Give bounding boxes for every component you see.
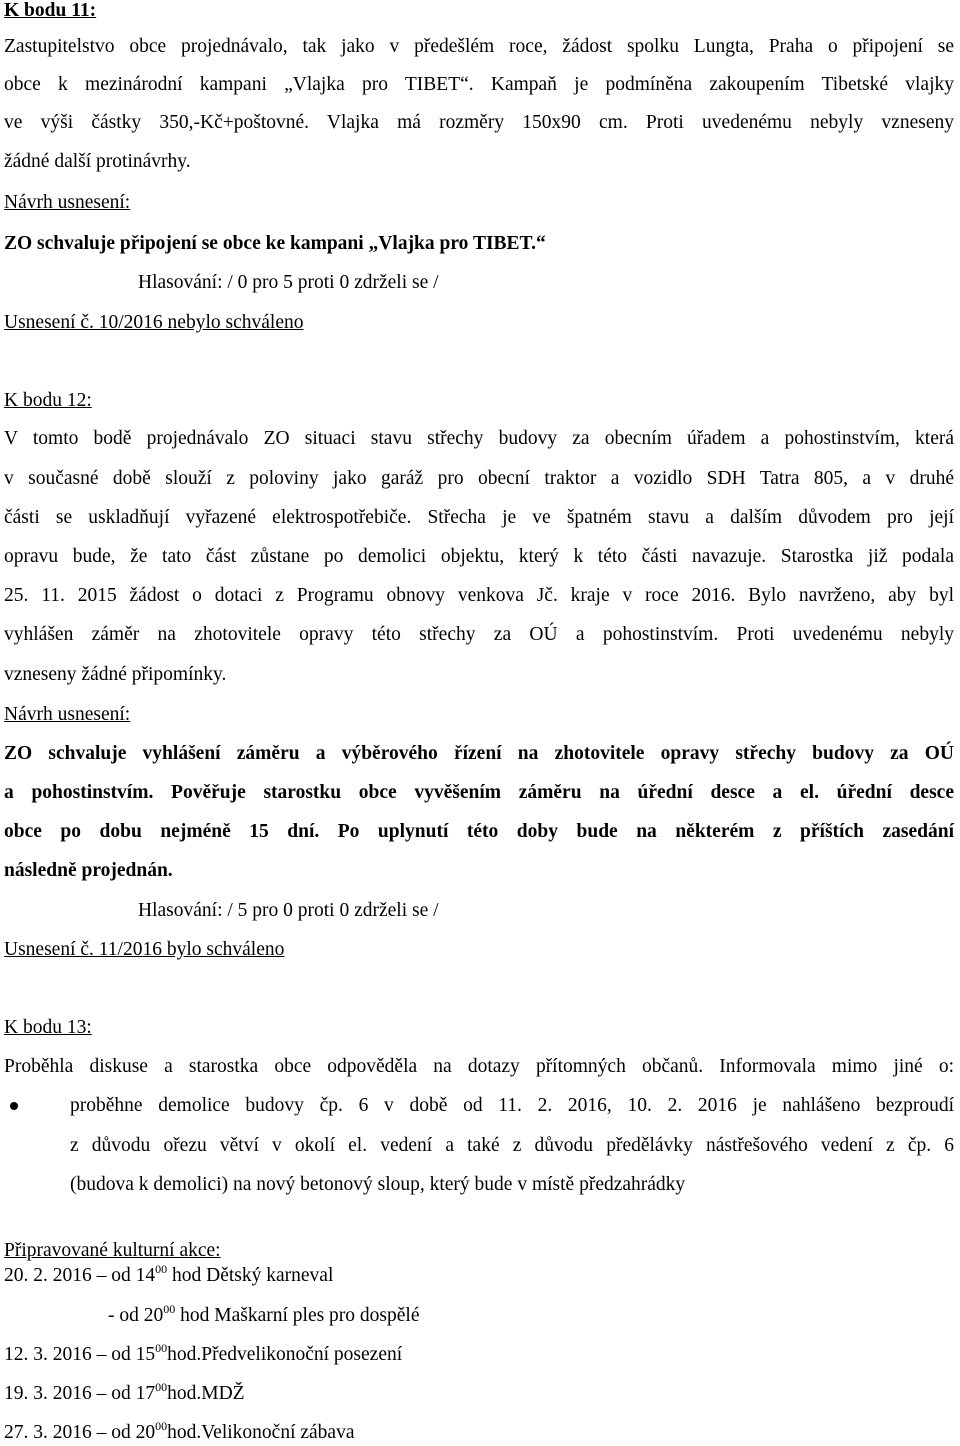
paragraph-line: Proběhla diskuse a starostka obce odpověděla na dotazy přítomných občanů. Informovala mimo jiné o: (4, 1056, 954, 1077)
event-title: hod.Velikonoční zábava (167, 1422, 355, 1443)
bullet-item-line: (budova k demolici) na nový betonový sloup, který bude v místě předzahrádky (70, 1174, 686, 1195)
event-line (4, 1263, 954, 1289)
paragraph-line: obce k mezinárodní kampani „Vlajka pro TIBET“. Kampaň je podmíněna zakoupením Tibetské vlajky (4, 74, 954, 95)
event-date-time: 12. 3. 2016 – od 15 (4, 1344, 156, 1365)
resolution-proposal-text: ZO schvaluje připojení se obce ke kampani „Vlajka pro TIBET.“ (4, 233, 546, 254)
paragraph-line: ve výši částky 350,-Kč+poštovné. Vlajka má rozměry 150x90 cm. Proti uvedenému nebyly vzneseny (4, 112, 954, 133)
section-heading-bod-12: K bodu 12: (4, 390, 92, 411)
event-line (108, 1303, 954, 1329)
paragraph-line: vyhlášen záměr na zhotovitele opravy této střechy za OÚ a pohostinstvím. Proti uvedenému nebyly (4, 624, 954, 645)
paragraph-line: Zastupitelstvo obce projednávalo, tak jako v předešlém roce, žádost spolku Lungta, Praha o připojení se (4, 36, 954, 57)
paragraph-line: V tomto bodě projednávalo ZO situaci stavu střechy budovy za obecním úřadem a pohostinstvím, která (4, 428, 954, 449)
event-title: hod.MDŽ (167, 1383, 245, 1404)
event-date-time: - od 20 (108, 1305, 164, 1326)
resolution-outcome: Usnesení č. 10/2016 nebylo schváleno (4, 312, 304, 333)
section-heading-bod-11: K bodu 11: (4, 0, 97, 21)
resolution-outcome: Usnesení č. 11/2016 bylo schváleno (4, 939, 285, 960)
event-line (4, 1381, 954, 1407)
event-line (4, 1420, 954, 1446)
section-heading-bod-13: K bodu 13: (4, 1017, 92, 1038)
cultural-events-heading: Připravované kulturní akce: (4, 1240, 221, 1261)
bullet-icon (4, 1093, 28, 1119)
event-time-minutes: 00 (155, 1262, 168, 1276)
event-time-minutes: 00 (155, 1341, 168, 1355)
resolution-proposal-line: ZO schvaluje vyhlášení záměru a výběrového řízení na zhotovitele opravy střechy budovy za OÚ (4, 743, 954, 764)
resolution-proposal-label: Návrh usnesení: (4, 704, 131, 725)
event-title: hod Dětský karneval (167, 1265, 334, 1286)
resolution-proposal-label: Návrh usnesení: (4, 192, 131, 213)
voting-result: Hlasování: / 0 pro 5 proti 0 zdrželi se / (138, 272, 439, 293)
event-line (4, 1342, 954, 1368)
event-date-time: 27. 3. 2016 – od 20 (4, 1422, 156, 1443)
event-date-time: 20. 2. 2016 – od 14 (4, 1265, 156, 1286)
paragraph-line: 25. 11. 2015 žádost o dotaci z Programu obnovy venkova Jč. kraje v roce 2016. Bylo navrženo, aby byl (4, 585, 954, 606)
resolution-proposal-line: obce po dobu nejméně 15 dní. Po uplynutí této doby bude na některém z příštích zasedání (4, 821, 954, 842)
paragraph-line: vzneseny žádné připomínky. (4, 664, 227, 685)
event-title: hod.Předvelikonoční posezení (167, 1344, 403, 1365)
resolution-proposal-line: následně projednán. (4, 860, 173, 881)
bullet-item-line: proběhne demolice budovy čp. 6 v době od 11. 2. 2016, 10. 2. 2016 je nahlášeno bezproudí (70, 1095, 954, 1116)
voting-result: Hlasování: / 5 pro 0 proti 0 zdrželi se / (138, 900, 439, 921)
event-title: hod Maškarní ples pro dospělé (175, 1305, 420, 1326)
event-date-time: 19. 3. 2016 – od 17 (4, 1383, 156, 1404)
event-time-minutes: 00 (163, 1302, 176, 1316)
event-time-minutes: 00 (155, 1419, 168, 1433)
paragraph-line: části se uskladňují vyřazené elektrospotřebiče. Střecha je ve špatném stavu a dalším důvodem pro její (4, 507, 954, 528)
paragraph-line: žádné další protinávrhy. (4, 151, 191, 172)
resolution-proposal-line: a pohostinstvím. Pověřuje starostku obce vyvěšením záměru na úřední desce a el. úřední desce (4, 782, 954, 803)
event-time-minutes: 00 (155, 1380, 168, 1394)
paragraph-line: v současné době slouží z poloviny jako garáž pro obecní traktor a vozidlo SDH Tatra 805, a v druhé (4, 468, 954, 489)
bullet-item-line: z důvodu ořezu větví v okolí el. vedení a také z důvodu předělávky nástřešového vedení z čp. 6 (70, 1135, 954, 1156)
paragraph-line: opravu bude, že tato část zůstane po demolici objektu, který k této části navazuje. Starostka již podala (4, 546, 954, 567)
